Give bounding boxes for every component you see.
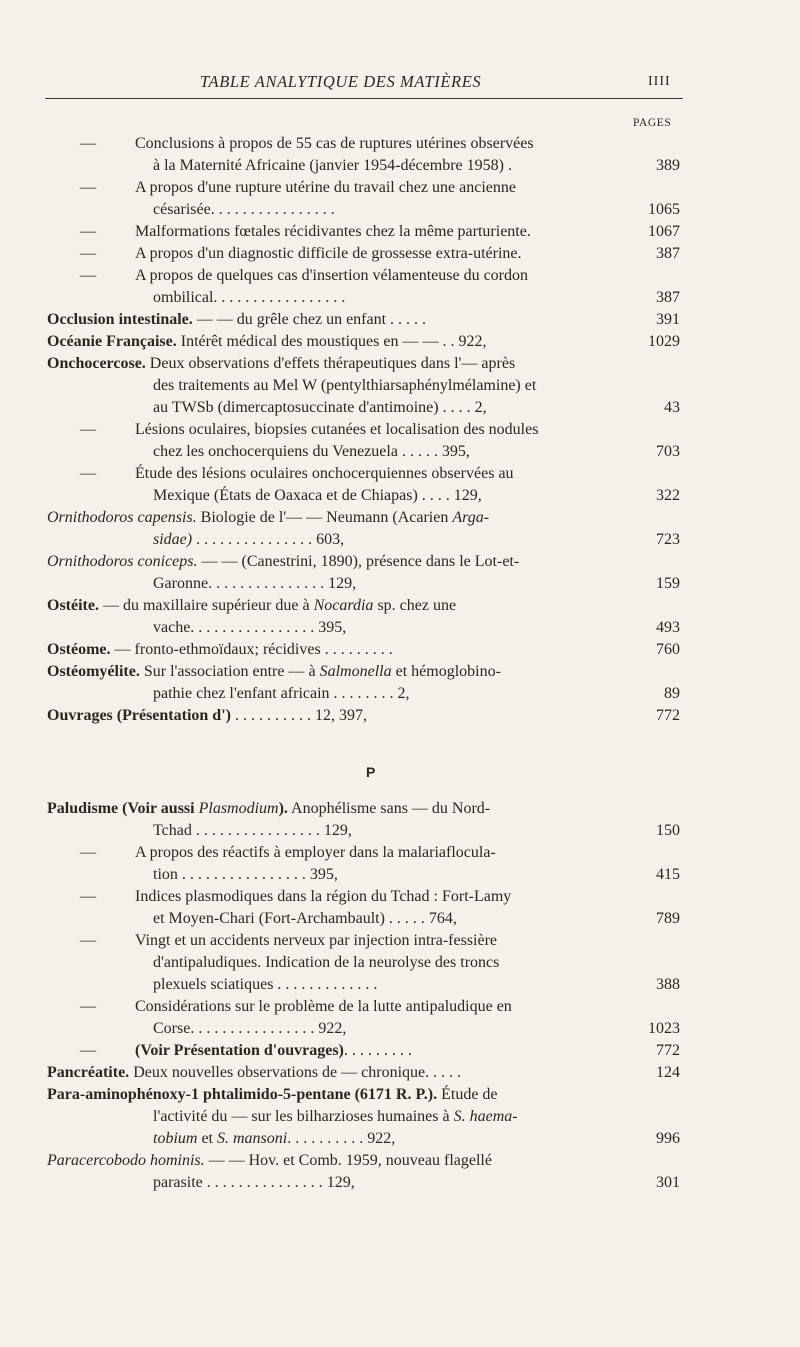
entry-text-run: — — du grêle chez un enfant . . . . .: [192, 311, 427, 328]
entry-text: [153, 864, 338, 886]
page-reference: 789: [656, 910, 680, 927]
index-entry: [0, 419, 800, 463]
entry-text: [153, 1128, 395, 1150]
page-reference: 159: [656, 575, 680, 592]
entry-line: [0, 705, 800, 727]
entry-heading: Ostéomyélite.: [47, 663, 140, 680]
entry-text-run: A propos d'un diagnostic difficile de grossesse extra-utérine.: [135, 245, 522, 262]
entry-heading: Pancréatite.: [47, 1064, 130, 1081]
entry-text: [135, 419, 538, 441]
entry-italic-text: Salmonella: [319, 663, 392, 680]
entry-line: [0, 930, 800, 952]
ditto-dash: —: [80, 1042, 96, 1059]
entry-text: [153, 573, 356, 595]
page-reference: 387: [656, 289, 680, 306]
entry-italic-text: Nocardia: [313, 597, 374, 614]
entry-italic-text: tobium: [153, 1130, 198, 1147]
page-reference: 760: [656, 641, 680, 658]
page-reference: 89: [664, 685, 680, 702]
entry-text-run: Conclusions à propos de 55 cas de ruptures utérines observées: [135, 135, 534, 152]
entry-heading: Ostéome.: [47, 641, 111, 658]
entry-line: [0, 661, 800, 683]
entry-text: [153, 1018, 346, 1040]
entry-text: [47, 1062, 461, 1084]
entry-text: [47, 331, 486, 353]
entry-line: [0, 331, 800, 353]
entry-italic-text: S. haema-: [453, 1108, 518, 1125]
entry-text: [153, 199, 335, 221]
entry-text-run: Tchad . . . . . . . . . . . . . . . . 129,: [153, 822, 352, 839]
index-entry: [0, 353, 800, 419]
entry-text-run: Lésions oculaires, biopsies cutanées et localisation des nodules: [135, 421, 539, 438]
index-entry: [0, 551, 800, 595]
entry-text-run: Sur l'association entre — à: [139, 663, 320, 680]
entry-line: [0, 842, 800, 864]
entry-line: [0, 485, 800, 507]
entry-text-run: des traitements au Mel W (pentylthiarsaphénylmélamine) et: [153, 377, 537, 394]
entry-line: [0, 419, 800, 441]
page-reference: 493: [656, 619, 680, 636]
entry-italic-text: Paracercobodo hominis.: [47, 1152, 205, 1169]
page-reference: 772: [656, 1042, 680, 1059]
entry-text: [135, 842, 496, 864]
entry-text: [47, 595, 456, 617]
entry-text-run: Garonne. . . . . . . . . . . . . . . 129,: [153, 575, 357, 592]
entry-text-run: . . . . . . . . .: [343, 1042, 412, 1059]
entry-line: [0, 397, 800, 419]
entry-text-run: à la Maternité Africaine (janvier 1954-décembre 1958) .: [153, 157, 512, 174]
entry-text-run: . . . . . . . . . . 12, 397,: [230, 707, 367, 724]
entry-text-run: A propos de quelques cas d'insertion vélamenteuse du cordon: [135, 267, 529, 284]
header-rule: [45, 98, 683, 99]
entry-text-run: A propos des réactifs à employer dans la malariaflocula-: [135, 844, 496, 861]
page-reference: 1065: [648, 201, 680, 218]
entry-text-run: tion . . . . . . . . . . . . . . . . 395,: [153, 866, 338, 883]
entry-line: [0, 463, 800, 485]
entry-line: [0, 617, 800, 639]
entry-text-run: vache. . . . . . . . . . . . . . . . 395,: [153, 619, 347, 636]
page-reference: 389: [656, 157, 680, 174]
index-entry: [0, 1150, 800, 1194]
entry-line: [0, 353, 800, 375]
entry-line: [0, 507, 800, 529]
entry-text-run: et Moyen-Chari (Fort-Archambault) . . . . . 764,: [153, 910, 457, 927]
entry-text-run: Anophélisme sans — du Nord-: [287, 800, 491, 817]
entry-line: [0, 1018, 800, 1040]
page-reference: 703: [656, 443, 680, 460]
running-head: TABLE ANALYTIQUE DES MATIÈRES: [200, 72, 482, 91]
page-reference: 391: [656, 311, 680, 328]
index-entry: [0, 243, 800, 265]
entry-text-run: parasite . . . . . . . . . . . . . . . 129,: [153, 1174, 355, 1191]
entry-line: [0, 952, 800, 974]
entry-text: [135, 265, 528, 287]
entry-text: [153, 1106, 518, 1128]
entry-text-run: césarisée. . . . . . . . . . . . . . . .: [153, 201, 335, 218]
entry-line: [0, 133, 800, 155]
index-entry: [0, 177, 800, 221]
entry-line: [0, 996, 800, 1018]
entry-text: [153, 397, 487, 419]
entry-text: [135, 177, 516, 199]
entry-text: [135, 1040, 412, 1062]
entry-text: [153, 974, 377, 996]
entry-line: [0, 886, 800, 908]
entry-line: [0, 864, 800, 886]
entry-line: [0, 1040, 800, 1062]
index-entry: [0, 463, 800, 507]
entry-italic-text: Ornithodoros capensis.: [47, 509, 197, 526]
index-entry: [0, 842, 800, 886]
entry-text-run: Deux observations d'effets thérapeutiques dans l'— après: [145, 355, 516, 372]
index-entry: [0, 661, 800, 705]
index-entry: [0, 595, 800, 639]
entry-text: [153, 287, 345, 309]
ditto-dash: —: [80, 223, 96, 240]
entry-text-run: Mexique (États de Oaxaca et de Chiapas) . . . . 129,: [153, 487, 482, 504]
page-number: IIII: [648, 74, 671, 89]
page-reference: 415: [656, 866, 680, 883]
entry-text-run: . . . . . . . . . . . . . . . 603,: [192, 531, 345, 548]
entry-heading: Onchocercose.: [47, 355, 146, 372]
entry-text-run: au TWSb (dimercaptosuccinate d'antimoine) . . . . 2,: [153, 399, 487, 416]
page-reference: 150: [656, 822, 680, 839]
entry-text-run: chez les onchocerquiens du Venezuela . . . . . 395,: [153, 443, 470, 460]
entry-text-run: — fronto-ethmoïdaux; récidives . . . . . . . . .: [110, 641, 393, 658]
page-reference: 388: [656, 976, 680, 993]
ditto-dash: —: [80, 888, 96, 905]
entry-heading: Ostéite.: [47, 597, 99, 614]
index-entry: [0, 930, 800, 996]
entry-text: [135, 133, 534, 155]
entry-text-run: Corse. . . . . . . . . . . . . . . . 922,: [153, 1020, 347, 1037]
entry-text-run: sp. chez une: [373, 597, 457, 614]
entry-text: [153, 617, 346, 639]
pages-column-label: PAGES: [633, 117, 672, 129]
index-entry: [0, 705, 800, 727]
entry-text-run: et hémoglobino-: [391, 663, 501, 680]
entry-text: [135, 996, 512, 1018]
entry-text-run: Biologie de l'— — Neumann (Acarien: [196, 509, 453, 526]
entry-text: [153, 441, 470, 463]
entry-italic-text: sidae): [153, 531, 193, 548]
entry-text: [47, 1150, 492, 1172]
page-reference: 1029: [648, 333, 680, 350]
entry-text-run: Considérations sur le problème de la lutte antipaludique en: [135, 998, 512, 1015]
entry-text: [135, 930, 497, 952]
entry-heading: ).: [278, 800, 288, 817]
entry-line: [0, 1084, 800, 1106]
ditto-dash: —: [80, 465, 96, 482]
entry-text: [153, 529, 344, 551]
entry-text: [135, 463, 514, 485]
page-reference: 322: [656, 487, 680, 504]
entry-line: [0, 639, 800, 661]
entry-line: [0, 177, 800, 199]
entry-text-run: . . . . . . . . . . 922,: [287, 1130, 396, 1147]
entry-text: [153, 155, 512, 177]
entry-line: [0, 595, 800, 617]
entry-text-run: Étude de: [437, 1086, 498, 1103]
page-reference: 996: [656, 1130, 680, 1147]
entry-italic-text: Ornithodoros coniceps.: [47, 553, 198, 570]
entry-line: [0, 974, 800, 996]
entry-line: [0, 1062, 800, 1084]
entry-heading: Occlusion intestinale.: [47, 311, 193, 328]
entry-line: [0, 908, 800, 930]
entry-italic-text: Plasmodium: [198, 800, 279, 817]
entry-line: [0, 441, 800, 463]
entry-text-run: — du maxillaire supérieur due à: [98, 597, 314, 614]
entry-italic-text: Arga-: [452, 509, 490, 526]
ditto-dash: —: [80, 421, 96, 438]
page-reference: 124: [656, 1064, 680, 1081]
ditto-dash: —: [80, 179, 96, 196]
entry-heading: (Voir Présentation d'ouvrages): [135, 1042, 344, 1059]
entry-italic-text: S. mansoni: [217, 1130, 288, 1147]
ditto-dash: —: [80, 844, 96, 861]
entry-line: [0, 1106, 800, 1128]
entry-text-run: Deux nouvelles observations de — chronique. . . . .: [129, 1064, 462, 1081]
entry-line: [0, 287, 800, 309]
entry-line: [0, 221, 800, 243]
entry-text: [47, 309, 426, 331]
entry-text: [47, 639, 393, 661]
index-entry: [0, 1084, 800, 1150]
entry-line: [0, 1150, 800, 1172]
index-entry: [0, 309, 800, 331]
entry-text-run: Intérêt médical des moustiques en — — . . 922,: [176, 333, 487, 350]
entry-heading: Para-aminophénoxy-1 phtalimido-5-pentane (6171 R. P.).: [47, 1086, 438, 1103]
entry-text-run: d'antipaludiques. Indication de la neurolyse des troncs: [153, 954, 500, 971]
index-entry: [0, 265, 800, 309]
index-entry: [0, 798, 800, 842]
entry-line: [0, 683, 800, 705]
entry-line: [0, 1172, 800, 1194]
entry-line: [0, 265, 800, 287]
entry-text: [153, 485, 482, 507]
entry-text: [153, 908, 457, 930]
entry-text: [47, 507, 489, 529]
entry-text: [135, 221, 531, 243]
ditto-dash: —: [80, 998, 96, 1015]
ditto-dash: —: [80, 932, 96, 949]
entry-text: [47, 705, 367, 727]
page-reference: 723: [656, 531, 680, 548]
entry-text-run: Étude des lésions oculaires onchocerquiennes observées au: [135, 465, 514, 482]
page-reference: 301: [656, 1174, 680, 1191]
entry-text: [135, 886, 511, 908]
entry-line: [0, 309, 800, 331]
entry-text: [47, 798, 490, 820]
ditto-dash: —: [80, 267, 96, 284]
ditto-dash: —: [80, 135, 96, 152]
index-entry: [0, 639, 800, 661]
entry-text-run: l'activité du — sur les bilharzioses humaines à: [153, 1108, 454, 1125]
page-reference: 772: [656, 707, 680, 724]
entry-text: [153, 375, 536, 397]
entry-line: [0, 820, 800, 842]
ditto-dash: —: [80, 245, 96, 262]
entry-line: [0, 199, 800, 221]
entry-heading: Paludisme (Voir aussi: [47, 800, 199, 817]
entry-text: [153, 820, 352, 842]
index-entry: [0, 1062, 800, 1084]
index-entry: [0, 507, 800, 551]
entry-text-run: Indices plasmodiques dans la région du Tchad : Fort-Lamy: [135, 888, 512, 905]
index-entry: [0, 996, 800, 1040]
entry-line: [0, 1128, 800, 1150]
entry-heading: Océanie Française.: [47, 333, 177, 350]
entry-text-run: Malformations fœtales récidivantes chez la même parturiente.: [135, 223, 531, 240]
page-reference: 1067: [648, 223, 680, 240]
entry-line: [0, 573, 800, 595]
entry-heading: Ouvrages (Présentation d'): [47, 707, 231, 724]
page-reference: 1023: [648, 1020, 680, 1037]
entry-text: [47, 353, 515, 375]
entry-line: [0, 798, 800, 820]
index-entry: [0, 133, 800, 177]
entry-text: [47, 661, 501, 683]
page-reference: 387: [656, 245, 680, 262]
entry-text: [153, 1172, 355, 1194]
entry-text: [47, 1084, 498, 1106]
entry-text: [47, 551, 519, 573]
entry-text-run: et: [197, 1130, 217, 1147]
index-entry: [0, 221, 800, 243]
entry-line: [0, 243, 800, 265]
entry-text: [153, 952, 499, 974]
index-entry: [0, 1040, 800, 1062]
index-entry: [0, 886, 800, 930]
page-reference: 43: [664, 399, 680, 416]
entry-text-run: ombilical. . . . . . . . . . . . . . . . .: [153, 289, 346, 306]
entry-text: [135, 243, 522, 265]
entry-text-run: — — Hov. et Comb. 1959, nouveau flagellé: [204, 1152, 492, 1169]
entry-text: [153, 683, 410, 705]
entry-line: [0, 551, 800, 573]
entry-text-run: pathie chez l'enfant africain . . . . . . . . 2,: [153, 685, 410, 702]
entry-text-run: plexuels sciatiques . . . . . . . . . . . . .: [153, 976, 378, 993]
entry-text-run: A propos d'une rupture utérine du travail chez une ancienne: [135, 179, 516, 196]
entry-line: [0, 155, 800, 177]
section-letter: P: [366, 764, 376, 780]
entry-line: [0, 375, 800, 397]
entry-line: [0, 529, 800, 551]
entry-text-run: Vingt et un accidents nerveux par injection intra-fessière: [135, 932, 498, 949]
entry-text-run: — — (Canestrini, 1890), présence dans le Lot-et-: [197, 553, 520, 570]
index-entry: [0, 331, 800, 353]
